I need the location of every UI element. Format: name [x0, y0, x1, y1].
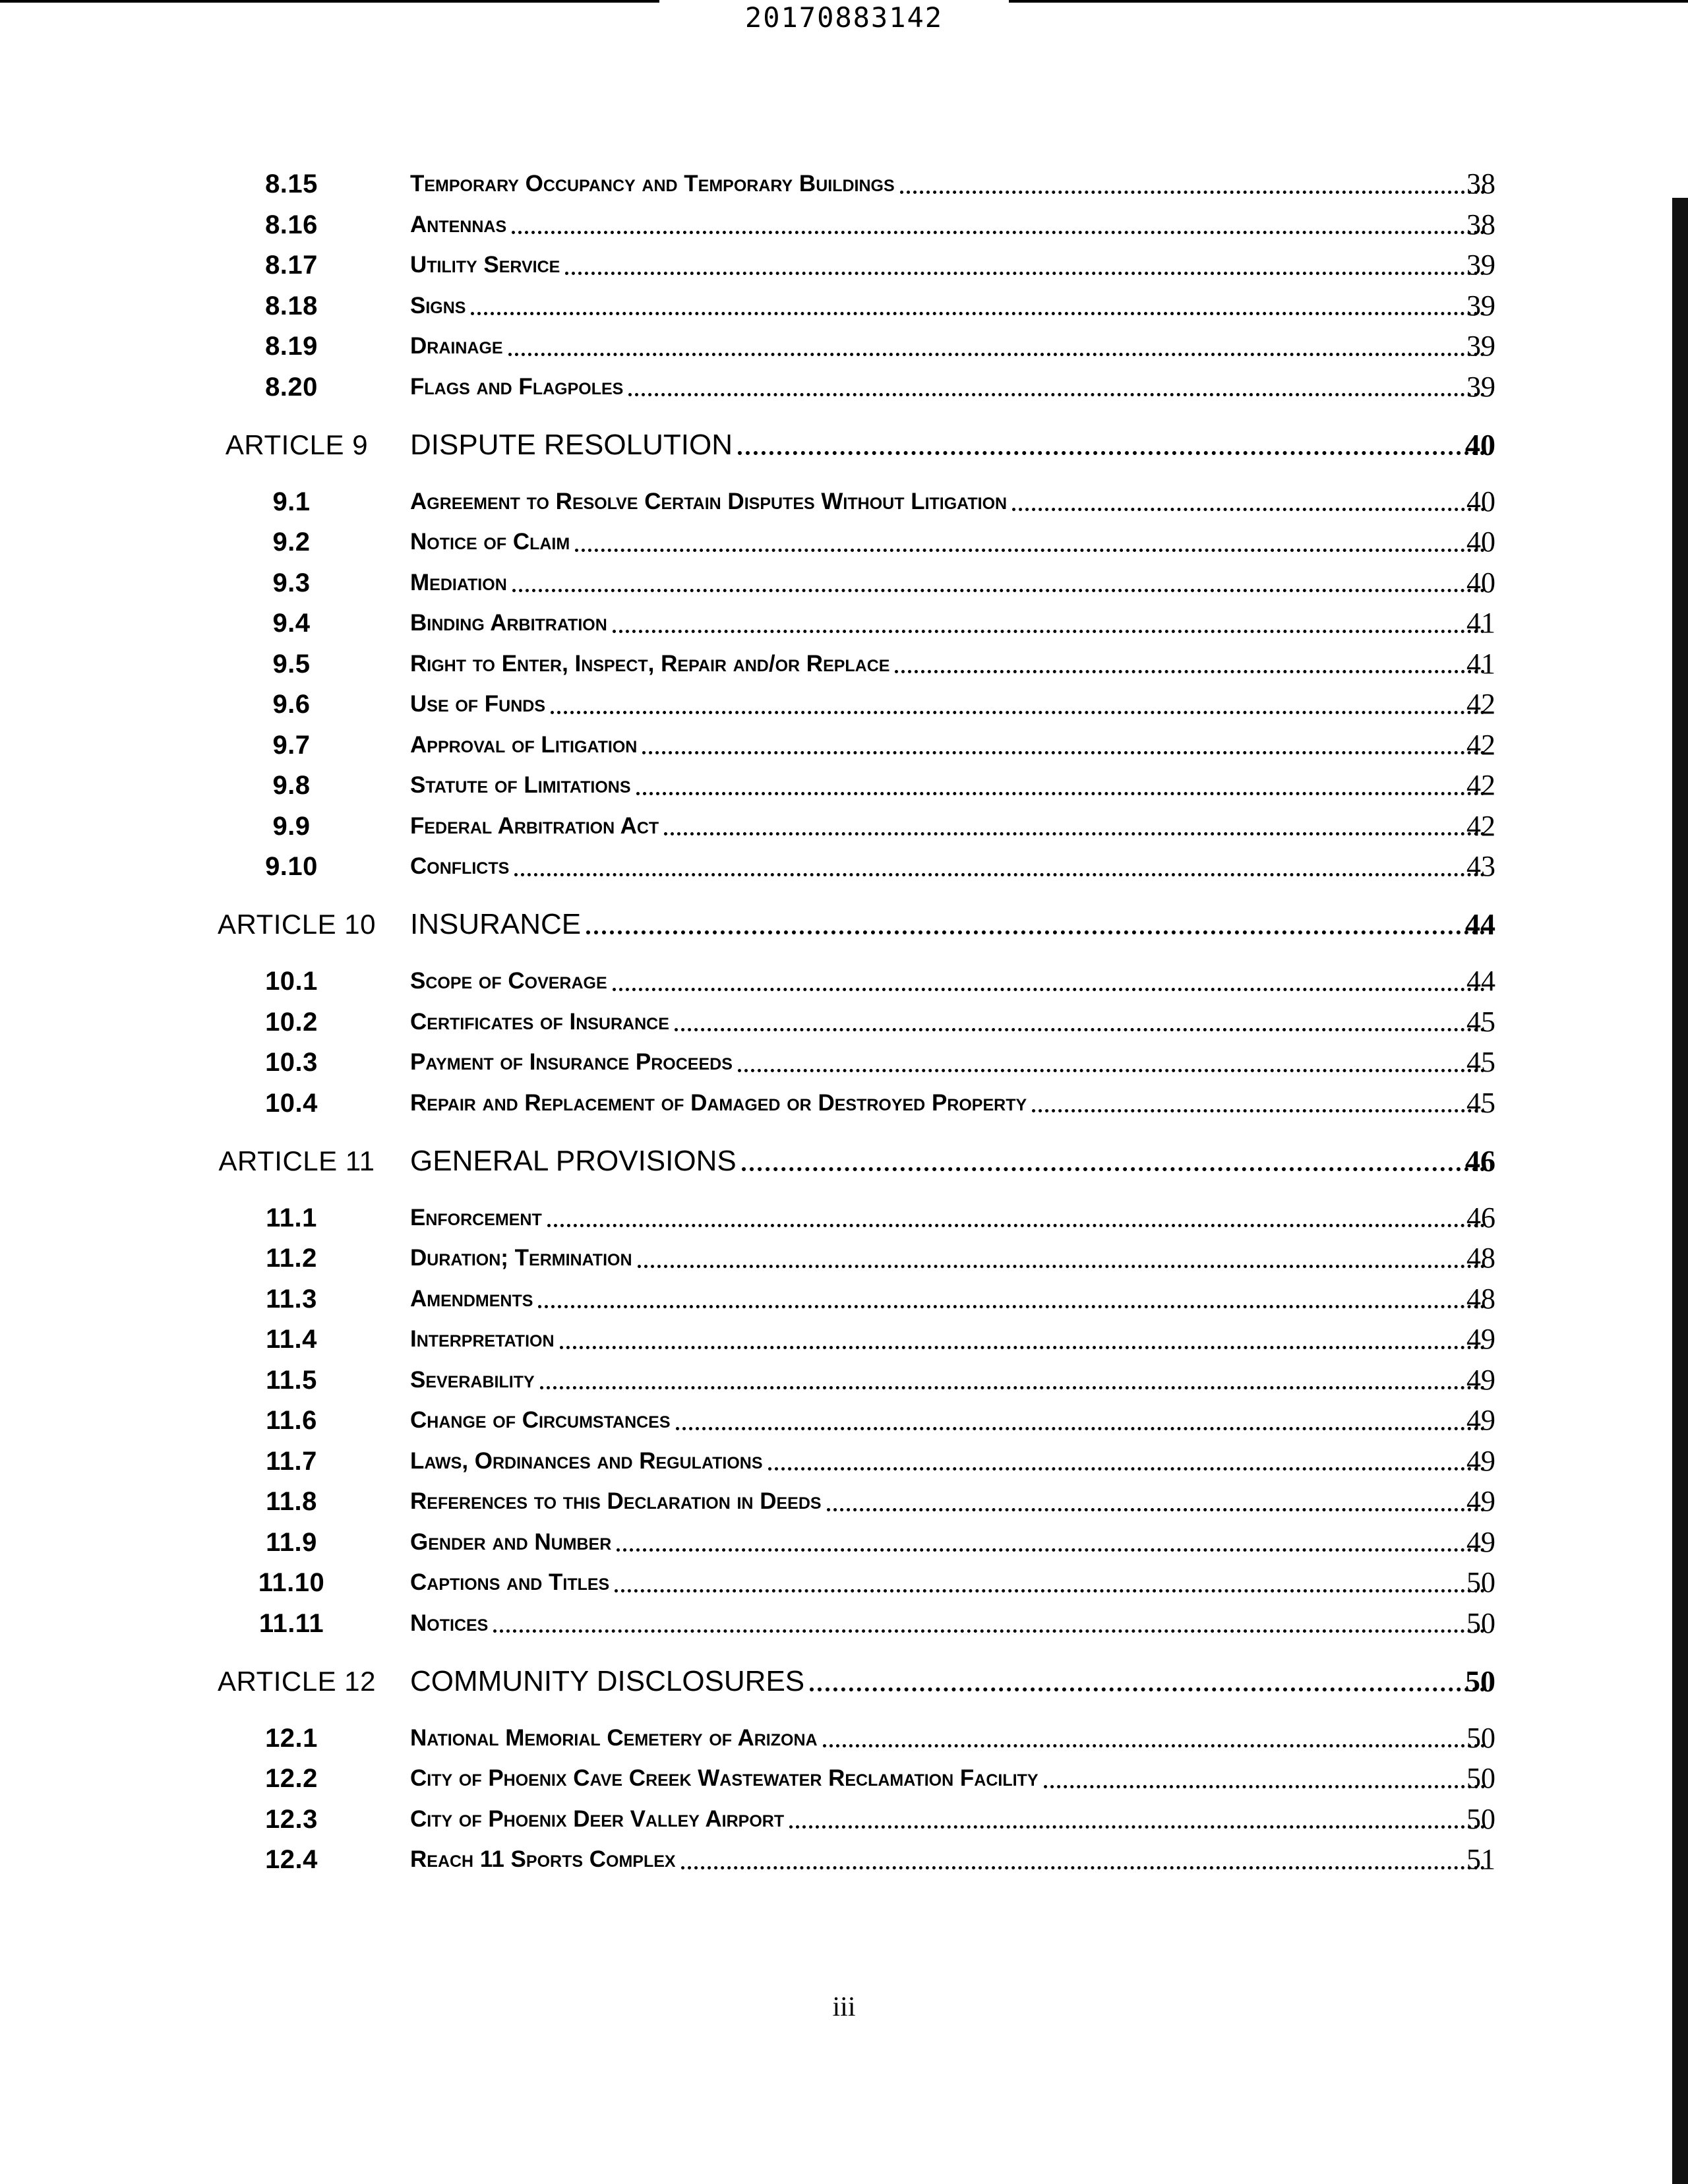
section-number: 10.4: [265, 1088, 318, 1118]
dot-leader: [638, 1265, 1485, 1268]
dot-leader: [1044, 1785, 1486, 1788]
dot-leader: [617, 1548, 1485, 1552]
section-number: 8.20: [265, 372, 318, 402]
section-number: 8.17: [265, 251, 318, 280]
toc-entry-title: [410, 522, 1490, 562]
dot-leader: [628, 393, 1485, 396]
toc-entry-title: [410, 1758, 1490, 1799]
section-number: 11.11: [258, 1608, 324, 1638]
section-title: Duration; Termination: [410, 1245, 632, 1271]
section-title: City of Phoenix Cave Creek Wastewater Reclamation Facility: [410, 1765, 1039, 1791]
page-reference: 42: [1466, 809, 1495, 842]
section-number: 9.5: [272, 649, 311, 679]
dot-leader: [642, 751, 1485, 754]
toc-section-row: [0, 684, 1688, 725]
section-title: Federal Arbitration Act: [410, 812, 659, 839]
section-title: Approval of Litigation: [410, 731, 638, 758]
page-reference: 39: [1466, 249, 1495, 281]
page-number: iii: [832, 1992, 856, 2022]
page-reference: 38: [1466, 167, 1495, 200]
article-title: GENERAL PROVISIONS: [410, 1144, 737, 1177]
section-title: Certificates of Insurance: [410, 1008, 669, 1035]
toc-section-row: [0, 481, 1688, 522]
toc-entry-title: [410, 204, 1490, 245]
toc-entry-title: [410, 684, 1490, 725]
toc-entry-title: [410, 1562, 1490, 1603]
section-title: Repair and Replacement of Damaged or Destroyed Property: [410, 1089, 1027, 1116]
section-number: 12.3: [265, 1804, 318, 1834]
dot-leader: [613, 630, 1485, 633]
toc-section-row: [0, 1603, 1688, 1644]
section-number: 8.19: [265, 332, 318, 361]
dot-leader: [738, 1069, 1485, 1072]
section-number: 10.3: [265, 1048, 318, 1077]
dot-leader: [565, 272, 1485, 275]
toc-entry-title: [410, 1718, 1490, 1759]
dot-leader: [471, 312, 1485, 315]
section-number: 9.9: [272, 811, 311, 841]
toc-section-row: [0, 1839, 1688, 1880]
article-number: ARTICLE 11: [218, 1145, 375, 1176]
page-reference: 48: [1466, 1242, 1495, 1274]
section-title: References to this Declaration in Deeds: [410, 1488, 822, 1514]
toc-section-row: [0, 1042, 1688, 1083]
dot-leader: [540, 1386, 1485, 1389]
page-reference: 48: [1466, 1282, 1495, 1315]
section-title: Antennas: [410, 211, 507, 237]
section-title: Right to Enter, Inspect, Repair and/or Replace: [410, 650, 890, 677]
toc-entry-title: [410, 1279, 1490, 1320]
section-number: 11.5: [266, 1365, 317, 1395]
page-reference: 49: [1466, 1363, 1495, 1396]
toc-entry-title: [410, 1603, 1490, 1644]
dot-leader: [1012, 508, 1485, 511]
toc-section-row: [0, 367, 1688, 408]
toc-section-row: [0, 765, 1688, 806]
dot-leader: [551, 711, 1485, 714]
page-reference: 50: [1466, 1762, 1495, 1794]
section-number: 11.6: [266, 1406, 317, 1435]
dot-leader: [900, 191, 1485, 194]
dot-leader: [512, 231, 1485, 234]
dot-leader: [560, 1346, 1485, 1349]
dot-leader: [615, 1589, 1485, 1592]
toc-section-row: [0, 1083, 1688, 1124]
toc-section-row: [0, 1002, 1688, 1043]
section-number: 8.15: [265, 169, 318, 198]
toc-article-row: [0, 1661, 1688, 1702]
toc-entry-title: [410, 644, 1490, 684]
page-reference: 39: [1466, 370, 1495, 403]
toc-section-row: [0, 1319, 1688, 1360]
dot-leader: [512, 589, 1485, 592]
section-title: Amendments: [410, 1285, 533, 1312]
page-reference: 45: [1466, 1046, 1495, 1078]
section-title: Reach 11 Sports Complex: [410, 1846, 676, 1872]
toc-entry-title: [410, 1799, 1490, 1840]
section-title: Payment of Insurance Proceeds: [410, 1049, 733, 1075]
section-title: Utility Service: [410, 252, 560, 278]
section-number: 12.1: [265, 1723, 318, 1753]
page-reference: 40: [1466, 566, 1495, 599]
recording-number: 20170883142: [744, 1, 944, 34]
dot-leader: [675, 1028, 1485, 1031]
section-number: 9.10: [265, 852, 318, 881]
toc-section-row: [0, 644, 1688, 684]
page-reference: 49: [1466, 1444, 1495, 1477]
toc-entry-title: [410, 1441, 1490, 1482]
section-title: Temporary Occupancy and Temporary Buildings: [410, 171, 895, 197]
section-number: 9.3: [272, 568, 311, 597]
toc-section-row: [0, 522, 1688, 562]
dot-leader: [664, 832, 1485, 835]
dot-leader: [1032, 1109, 1485, 1112]
toc-section-row: [0, 603, 1688, 644]
page-reference: 38: [1466, 208, 1495, 241]
toc-entry-title: [410, 286, 1490, 326]
page-reference: 50: [1466, 1721, 1495, 1754]
toc-article-row: [0, 425, 1688, 466]
toc-entry-title: [410, 765, 1490, 806]
page-reference: 39: [1466, 330, 1495, 362]
dot-leader: [493, 1629, 1485, 1633]
dot-leader: [789, 1825, 1485, 1829]
page-reference: 40: [1466, 526, 1495, 558]
toc-entry-title: [410, 326, 1490, 367]
section-title: Enforcement: [410, 1204, 542, 1230]
toc-entry-title: [410, 1661, 1490, 1702]
page-reference: 43: [1466, 850, 1495, 882]
toc-entry-title: [410, 425, 1490, 466]
section-title: Binding Arbitration: [410, 610, 607, 636]
page-reference: 49: [1466, 1323, 1495, 1355]
toc-section-row: [0, 164, 1688, 204]
section-title: National Memorial Cemetery of Arizona: [410, 1724, 818, 1751]
section-title: Statute of Limitations: [410, 772, 631, 798]
toc-entry-title: [410, 1042, 1490, 1083]
page-reference: 42: [1466, 728, 1495, 761]
dot-leader: [827, 1508, 1485, 1511]
dot-leader: [742, 1167, 1485, 1171]
section-title: Captions and Titles: [410, 1569, 610, 1595]
toc-entry-title: [410, 367, 1490, 408]
toc-section-row: [0, 1238, 1688, 1279]
page-reference: 49: [1466, 1404, 1495, 1436]
toc-section-row: [0, 1441, 1688, 1482]
section-number: 9.2: [272, 528, 311, 557]
page-reference: 40: [1465, 427, 1495, 462]
toc-article-row: [0, 1141, 1688, 1182]
article-title: COMMUNITY DISCLOSURES: [410, 1664, 805, 1697]
toc-article-row: [0, 904, 1688, 945]
section-number: 9.8: [272, 771, 311, 800]
toc-entry-title: [410, 1360, 1490, 1401]
page-reference: 44: [1465, 907, 1495, 941]
toc-entry-title: [410, 1522, 1490, 1563]
section-title: Signs: [410, 292, 466, 318]
page-reference: 45: [1466, 1005, 1495, 1038]
page-reference: 41: [1466, 647, 1495, 680]
dot-leader: [575, 549, 1485, 552]
article-title: INSURANCE: [410, 908, 582, 940]
toc-entry-title: [410, 1141, 1490, 1182]
dot-leader: [810, 1687, 1485, 1691]
section-title: Interpretation: [410, 1326, 555, 1352]
section-number: 10.1: [265, 967, 318, 996]
dot-leader: [514, 873, 1485, 876]
toc-entry-title: [410, 904, 1490, 945]
section-title: City of Phoenix Deer Valley Airport: [410, 1805, 785, 1832]
toc-section-row: [0, 1400, 1688, 1441]
toc-entry-title: [410, 846, 1490, 887]
section-number: 10.2: [265, 1007, 318, 1037]
dot-leader: [586, 930, 1485, 934]
toc-section-row: [0, 1562, 1688, 1603]
dot-leader: [681, 1866, 1485, 1869]
toc-entry-title: [410, 562, 1490, 603]
toc-entry-title: [410, 1839, 1490, 1880]
page-reference: 42: [1466, 769, 1495, 801]
toc-entry-title: [410, 1198, 1490, 1238]
dot-leader: [613, 988, 1485, 991]
toc-entry-title: [410, 1083, 1490, 1124]
page-reference: 41: [1466, 607, 1495, 639]
section-number: 9.6: [272, 690, 311, 719]
dot-leader: [895, 670, 1485, 673]
section-title: Laws, Ordinances and Regulations: [410, 1447, 763, 1474]
article-number: ARTICLE 10: [218, 909, 376, 940]
section-number: 11.1: [266, 1203, 317, 1232]
toc-entry-title: [410, 1238, 1490, 1279]
page-reference: 50: [1465, 1664, 1495, 1698]
toc-section-row: [0, 286, 1688, 326]
toc-entry-title: [410, 1481, 1490, 1522]
section-number: 9.1: [272, 487, 311, 516]
section-number: 11.4: [266, 1325, 317, 1354]
section-number: 11.7: [266, 1446, 317, 1476]
section-number: 11.9: [266, 1527, 317, 1557]
section-title: Mediation: [410, 569, 507, 595]
dot-leader: [538, 1305, 1485, 1308]
toc-section-row: [0, 1718, 1688, 1759]
section-number: 12.4: [265, 1845, 318, 1874]
dot-leader: [823, 1744, 1485, 1747]
section-title: Gender and Number: [410, 1529, 612, 1555]
page-reference: 46: [1466, 1201, 1495, 1234]
toc-entry-title: [410, 481, 1490, 522]
article-number: ARTICLE 12: [218, 1665, 376, 1697]
page-reference: 50: [1466, 1606, 1495, 1639]
page-reference: 45: [1466, 1086, 1495, 1119]
toc-section-row: [0, 1758, 1688, 1799]
dot-leader: [636, 792, 1486, 795]
page-reference: 49: [1466, 1485, 1495, 1517]
section-number: 11.2: [266, 1244, 317, 1273]
page-reference: 50: [1466, 1802, 1495, 1835]
page-reference: 42: [1466, 688, 1495, 720]
toc-entry-title: [410, 725, 1490, 766]
section-title: Notices: [410, 1610, 489, 1636]
section-number: 9.7: [272, 730, 311, 760]
toc-entry-title: [410, 1400, 1490, 1441]
article-number: ARTICLE 9: [225, 429, 369, 460]
toc-entry-title: [410, 806, 1490, 847]
toc-entry-title: [410, 164, 1490, 204]
toc-entry-title: [410, 1002, 1490, 1043]
dot-leader: [547, 1224, 1485, 1227]
section-number: 12.2: [265, 1764, 318, 1793]
page-reference: 50: [1466, 1566, 1495, 1598]
section-title: Notice of Claim: [410, 529, 570, 555]
dot-leader: [768, 1467, 1485, 1471]
section-title: Scope of Coverage: [410, 968, 607, 994]
page-reference: 44: [1466, 965, 1495, 997]
section-title: Flags and Flagpoles: [410, 373, 624, 400]
toc-section-row: [0, 1481, 1688, 1522]
toc-section-row: [0, 806, 1688, 847]
section-title: Severability: [410, 1366, 535, 1393]
toc-section-row: [0, 961, 1688, 1002]
toc-section-row: [0, 725, 1688, 766]
toc-section-row: [0, 1279, 1688, 1320]
page-reference: 46: [1465, 1143, 1495, 1178]
toc-section-row: [0, 1522, 1688, 1563]
dot-leader: [508, 353, 1485, 356]
page-reference: 49: [1466, 1525, 1495, 1558]
toc-entry-title: [410, 961, 1490, 1002]
toc-section-row: [0, 1799, 1688, 1840]
toc-entry-title: [410, 245, 1490, 286]
toc-section-row: [0, 562, 1688, 603]
page-reference: 40: [1466, 485, 1495, 518]
article-title: DISPUTE RESOLUTION: [410, 428, 733, 461]
section-number: 9.4: [272, 609, 311, 638]
toc-section-row: [0, 1198, 1688, 1238]
toc-section-row: [0, 204, 1688, 245]
section-title: Drainage: [410, 333, 503, 359]
toc-entry-title: [410, 603, 1490, 644]
dot-leader: [676, 1427, 1485, 1430]
section-title: Use of Funds: [410, 691, 546, 717]
dot-leader: [738, 451, 1485, 455]
section-number: 8.16: [265, 210, 318, 239]
page-reference: 39: [1466, 289, 1495, 322]
section-number: 11.3: [266, 1284, 317, 1314]
toc-section-row: [0, 326, 1688, 367]
toc-entry-title: [410, 1319, 1490, 1360]
section-title: Change of Circumstances: [410, 1407, 671, 1433]
section-number: 11.10: [258, 1568, 325, 1597]
section-title: Conflicts: [410, 853, 510, 879]
section-title: Agreement to Resolve Certain Disputes Without Litigation: [410, 488, 1008, 514]
toc-section-row: [0, 1360, 1688, 1401]
section-number: 11.8: [266, 1487, 317, 1516]
page-reference: 51: [1466, 1843, 1495, 1875]
section-number: 8.18: [265, 291, 318, 320]
toc-section-row: [0, 846, 1688, 887]
toc-section-row: [0, 245, 1688, 286]
